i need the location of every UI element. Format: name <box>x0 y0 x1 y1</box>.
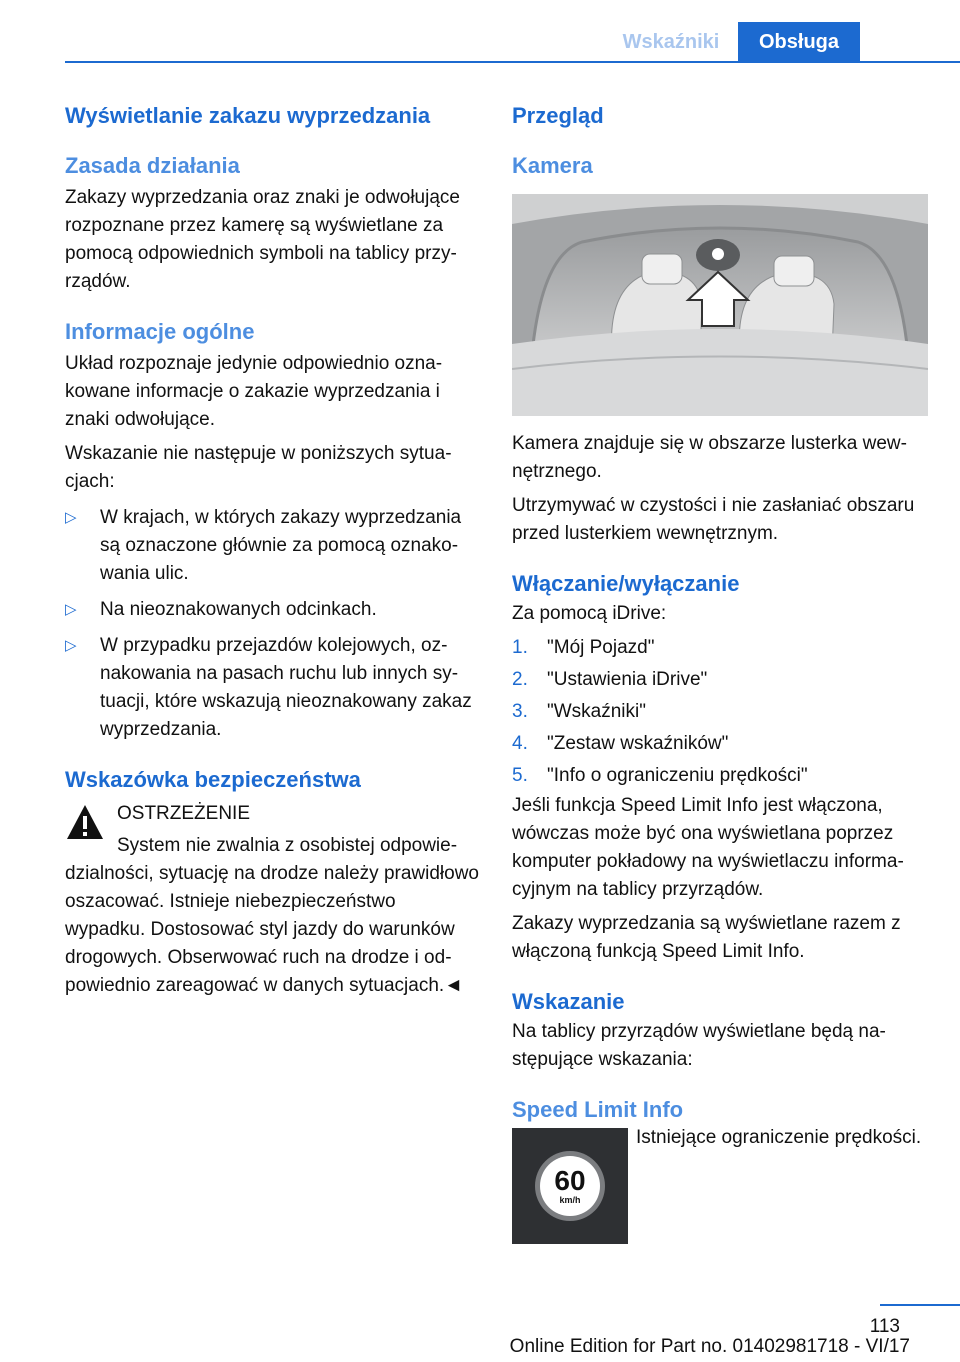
left-column <box>65 102 481 1000</box>
warning-box <box>65 800 481 1000</box>
speed-limit-text: Istniejące ograniczenie prędkości. <box>636 1127 922 1148</box>
warning-label: OSTRZEŻENIE <box>117 803 251 824</box>
heading-principle: Zasada działania <box>65 153 240 178</box>
sign-face <box>540 1156 600 1216</box>
step-number: 3. <box>512 701 528 722</box>
list-item-text: Na nieoznakowanych odcinkach. <box>100 599 377 620</box>
on-off-text-1: Jeśli funkcja Speed Limit Info jest włączona, wówczas może być ona wyświetlana poprzez komputer pokładowy na wyświetlaczu informacyjnym na tablicy przyrządów. <box>512 795 904 900</box>
on-off-text-2: Zakazy wyprzedzania są wyświetlane razem z włączoną funkcją Speed Limit Info. <box>512 913 901 962</box>
step-text: "Info o ograniczeniu prędkości" <box>547 765 808 786</box>
speed-limit-block <box>512 1128 928 1244</box>
camera-text-2: Utrzymywać w czystości i nie zasłaniać obszaru przed lusterkiem wewnętrznym. <box>512 495 915 544</box>
footer-rule <box>880 1304 960 1306</box>
sign-speed-value: 60 <box>554 1165 586 1196</box>
list-item <box>512 664 928 696</box>
principle-text: Zakazy wyprzedzania oraz znaki je odwołujące rozpoznane przez kamerę są wyświetlane za pomocą odpowiednich symboli na tablicy przyrządów. <box>65 187 460 292</box>
general-text-1: Układ rozpoznaje jedynie odpowiednio oznakowane informacje o zakazie wyprzedzania i znaki odwołujące. <box>65 353 443 430</box>
step-text: "Wskaźniki" <box>547 701 646 722</box>
step-text: "Ustawienia iDrive" <box>547 669 708 690</box>
triangle-bullet-icon: ▷ <box>65 637 77 654</box>
header-tab-obsluga[interactable]: Obsługa <box>738 22 860 63</box>
camera-text-1: Kamera znajduje się w obszarze lusterka wewnętrznego. <box>512 433 907 482</box>
speed-limit-sign-image <box>512 1128 628 1244</box>
right-column <box>512 102 928 1244</box>
heading-camera: Kamera <box>512 153 593 178</box>
heading-display: Wskazanie <box>512 989 625 1014</box>
exception-list <box>65 504 481 744</box>
camera-location-image <box>512 194 928 416</box>
heading-safety: Wskazówka bezpieczeństwa <box>65 767 361 792</box>
list-item <box>65 596 481 624</box>
triangle-bullet-icon: ▷ <box>65 509 77 526</box>
list-item <box>512 696 928 728</box>
header-tab-wskazniki[interactable]: Wskaźniki <box>622 31 720 53</box>
end-mark-icon: ◄ <box>444 975 463 996</box>
general-text-2: Wskazanie nie następuje w poniższych sytuacjach: <box>65 443 452 492</box>
step-number: 2. <box>512 669 528 690</box>
step-text: "Zestaw wskaźników" <box>547 733 729 754</box>
list-item-text: W przypadku przejazdów kolejowych, oznakowania na pasach ruchu lub innych sytuacji, które wskazują nieoznakowany zakaz wyprzedzania. <box>100 635 472 740</box>
header-rule <box>65 61 960 63</box>
sign-ring <box>535 1151 605 1221</box>
triangle-bullet-icon: ▷ <box>65 601 77 618</box>
list-item-text: W krajach, w których zakazy wyprzedzania są oznaczone głównie za pomocą oznakowania ulic. <box>100 507 462 584</box>
step-number: 5. <box>512 765 528 786</box>
list-item <box>512 632 928 664</box>
section-title-overtaking: Wyświetlanie zakazu wyprzedzania <box>65 103 431 128</box>
heading-general-info: Informacje ogólne <box>65 319 255 344</box>
on-off-intro: Za pomocą iDrive: <box>512 603 667 624</box>
page-number: 113 <box>869 1316 900 1337</box>
list-item <box>65 504 481 588</box>
list-item <box>512 760 928 792</box>
warning-body: System nie zwalnia z osobistej odpowiedzialności, sytuację na drodze należy prawidłowo oszacować. Istnieje niebezpieczeństwo wypadku. Dostosować styl jazdy do warunków drogowych. Obserwować ruch na drodze i odpowiednio zareagować w danych sytuacjach. <box>65 835 480 996</box>
warning-triangle-icon <box>65 802 105 842</box>
idrive-steps <box>512 632 928 792</box>
list-item <box>512 728 928 760</box>
warning-text <box>65 832 481 1000</box>
step-text: "Mój Pojazd" <box>547 637 655 658</box>
sign-speed-unit: km/h <box>559 1195 581 1205</box>
display-text: Na tablicy przyrządów wyświetlane będą następujące wskazania: <box>512 1021 886 1070</box>
step-number: 4. <box>512 733 528 754</box>
edition-footer: Online Edition for Part no. 01402981718 - VI/17 <box>509 1336 910 1357</box>
section-title-overview: Przegląd <box>512 103 604 128</box>
list-item <box>65 632 481 744</box>
heading-speed-limit-info: Speed Limit Info <box>512 1097 684 1122</box>
step-number: 1. <box>512 637 528 658</box>
heading-on-off: Włączanie/wyłączanie <box>512 571 740 596</box>
